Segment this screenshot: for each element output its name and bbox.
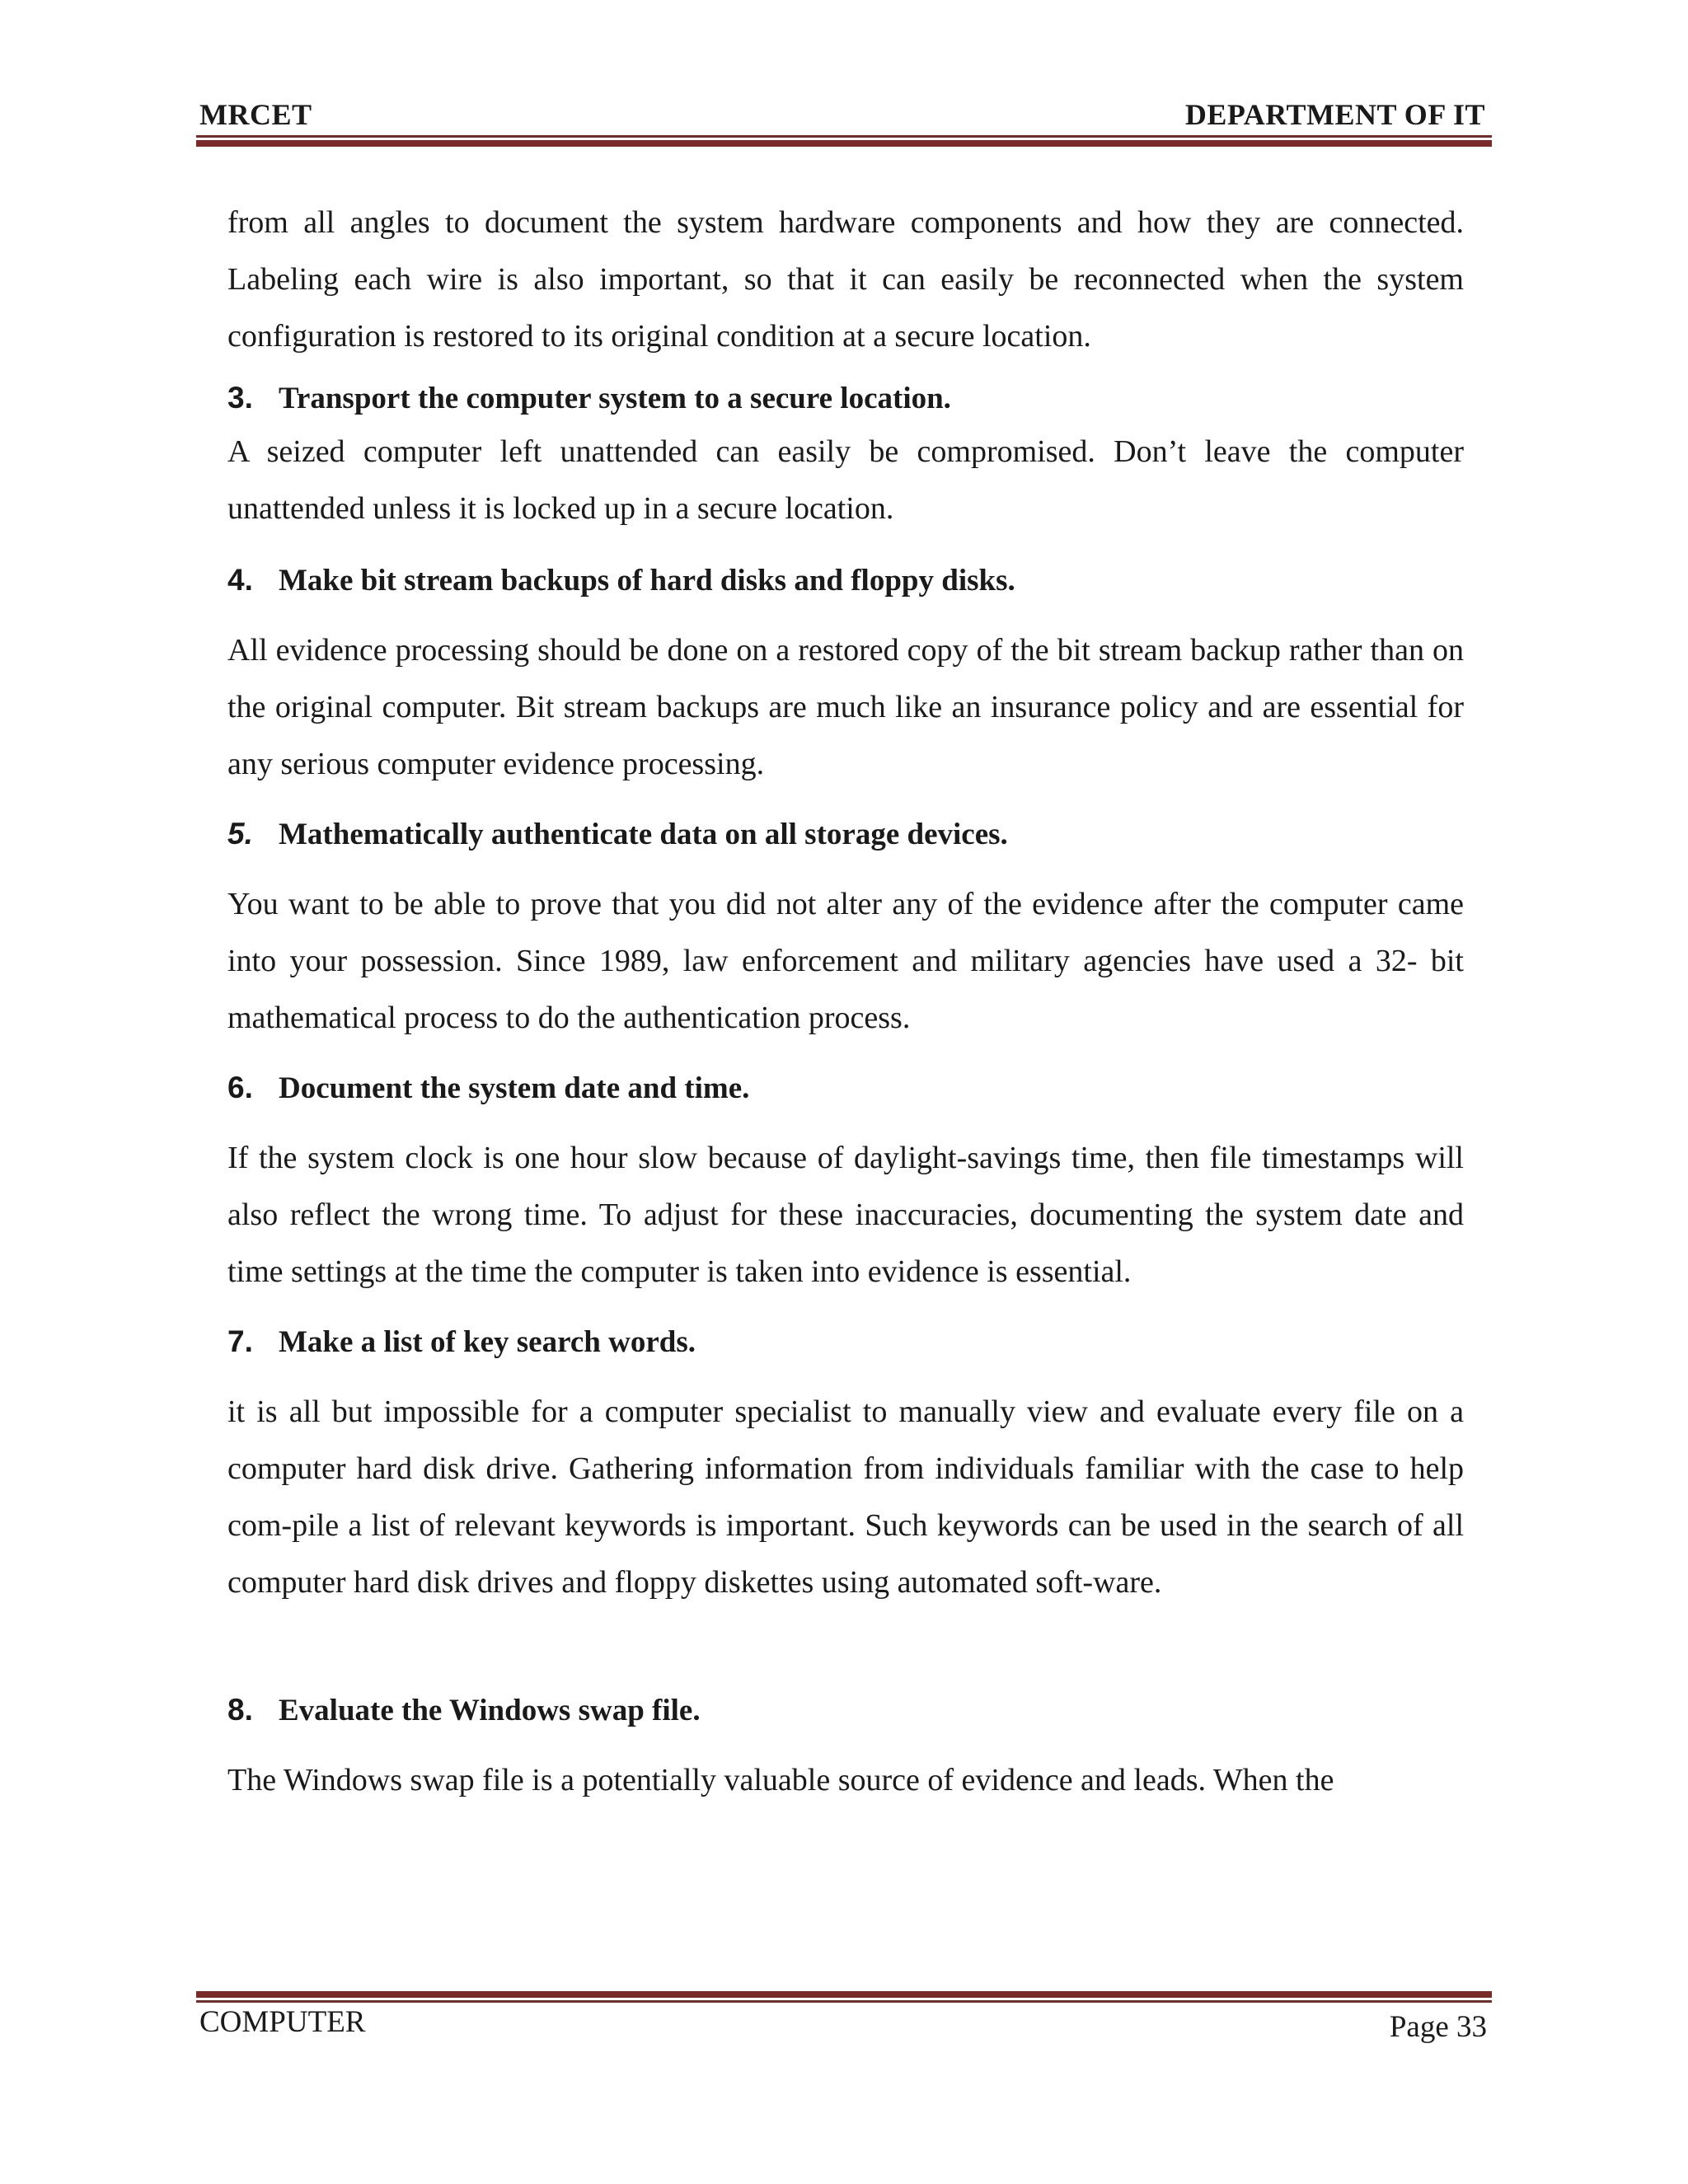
page-footer <box>199 2004 1487 2054</box>
section-text-3: A seized computer left unattended can easily be compromised. Don’t leave the computer unattended unless it is locked up in a secure location. <box>227 434 1464 526</box>
section-title-3: Transport the computer system to a secure location. <box>279 382 951 415</box>
page-content <box>227 194 1464 1809</box>
section-number-6: 6. <box>227 1071 253 1104</box>
section-text-5: You want to be able to prove that you did not alter any of the evidence after the computer came into your possession. Since 1989, law enforcement and military agencies have used a 32- bit mathematical process to do the authentication process. <box>227 887 1464 1035</box>
header-rule-thin <box>196 135 1492 138</box>
section-number-8: 8. <box>227 1693 253 1727</box>
section-text-8: The Windows swap file is a potentially valuable source of evidence and leads. When the <box>227 1763 1334 1797</box>
footer-rule-thick <box>196 1991 1492 1998</box>
section-number-7: 7. <box>227 1324 253 1358</box>
page-number: Page 33 <box>1389 2010 1487 2044</box>
footer-rule-thin <box>196 2000 1492 2003</box>
page-header <box>199 97 1485 138</box>
section-title-7: Make a list of key search words. <box>279 1325 696 1359</box>
section-number-4: 4. <box>227 563 253 597</box>
footer-subject: COMPUTER <box>199 2005 366 2039</box>
section-title-4: Make bit stream backups of hard disks and floppy disks. <box>279 564 1015 598</box>
section-number-3: 3. <box>227 381 253 415</box>
section-title-5: Mathematically authenticate data on all storage devices. <box>279 818 1008 851</box>
header-institution: MRCET <box>199 98 312 131</box>
section-text-4: All evidence processing should be done on a restored copy of the bit stream backup rather than on the original computer. Bit stream backups are much like an insurance policy and are essential for any serious computer evidence processing. <box>227 633 1464 781</box>
section-number-5: 5. <box>227 817 253 851</box>
section-heading-7 <box>227 1317 1464 1367</box>
section-title-8: Evaluate the Windows swap file. <box>279 1694 701 1727</box>
section-heading-3 <box>227 373 1464 424</box>
section-heading-4 <box>227 555 1464 606</box>
section-title-6: Document the system date and time. <box>279 1071 750 1105</box>
section-text-7: it is all but impossible for a computer specialist to manually view and evaluate every file on a computer hard disk drive. Gathering information from individuals familiar with the case to help com-pile a list of relevant keywords is important. Such keywords can be used in the search of all computer hard disk drives and floppy diskettes using automated soft-ware. <box>227 1394 1464 1600</box>
section-heading-8 <box>227 1685 1464 1736</box>
section-heading-5 <box>227 809 1464 860</box>
section-heading-6 <box>227 1063 1464 1113</box>
header-rule-thick <box>196 140 1492 147</box>
header-department: DEPARTMENT OF IT <box>1184 98 1485 131</box>
section-text-6: If the system clock is one hour slow because of daylight-savings time, then file timestamps will also reflect the wrong time. To adjust for these inaccuracies, documenting the system date and time settings at the time the computer is taken into evidence is essential. <box>227 1141 1464 1289</box>
intro-paragraph: from all angles to document the system hardware components and how they are connected. Labeling each wire is also important, so that it can easily be reconnected when the system configuration is restored to its original condition at a secure location. <box>227 205 1464 354</box>
